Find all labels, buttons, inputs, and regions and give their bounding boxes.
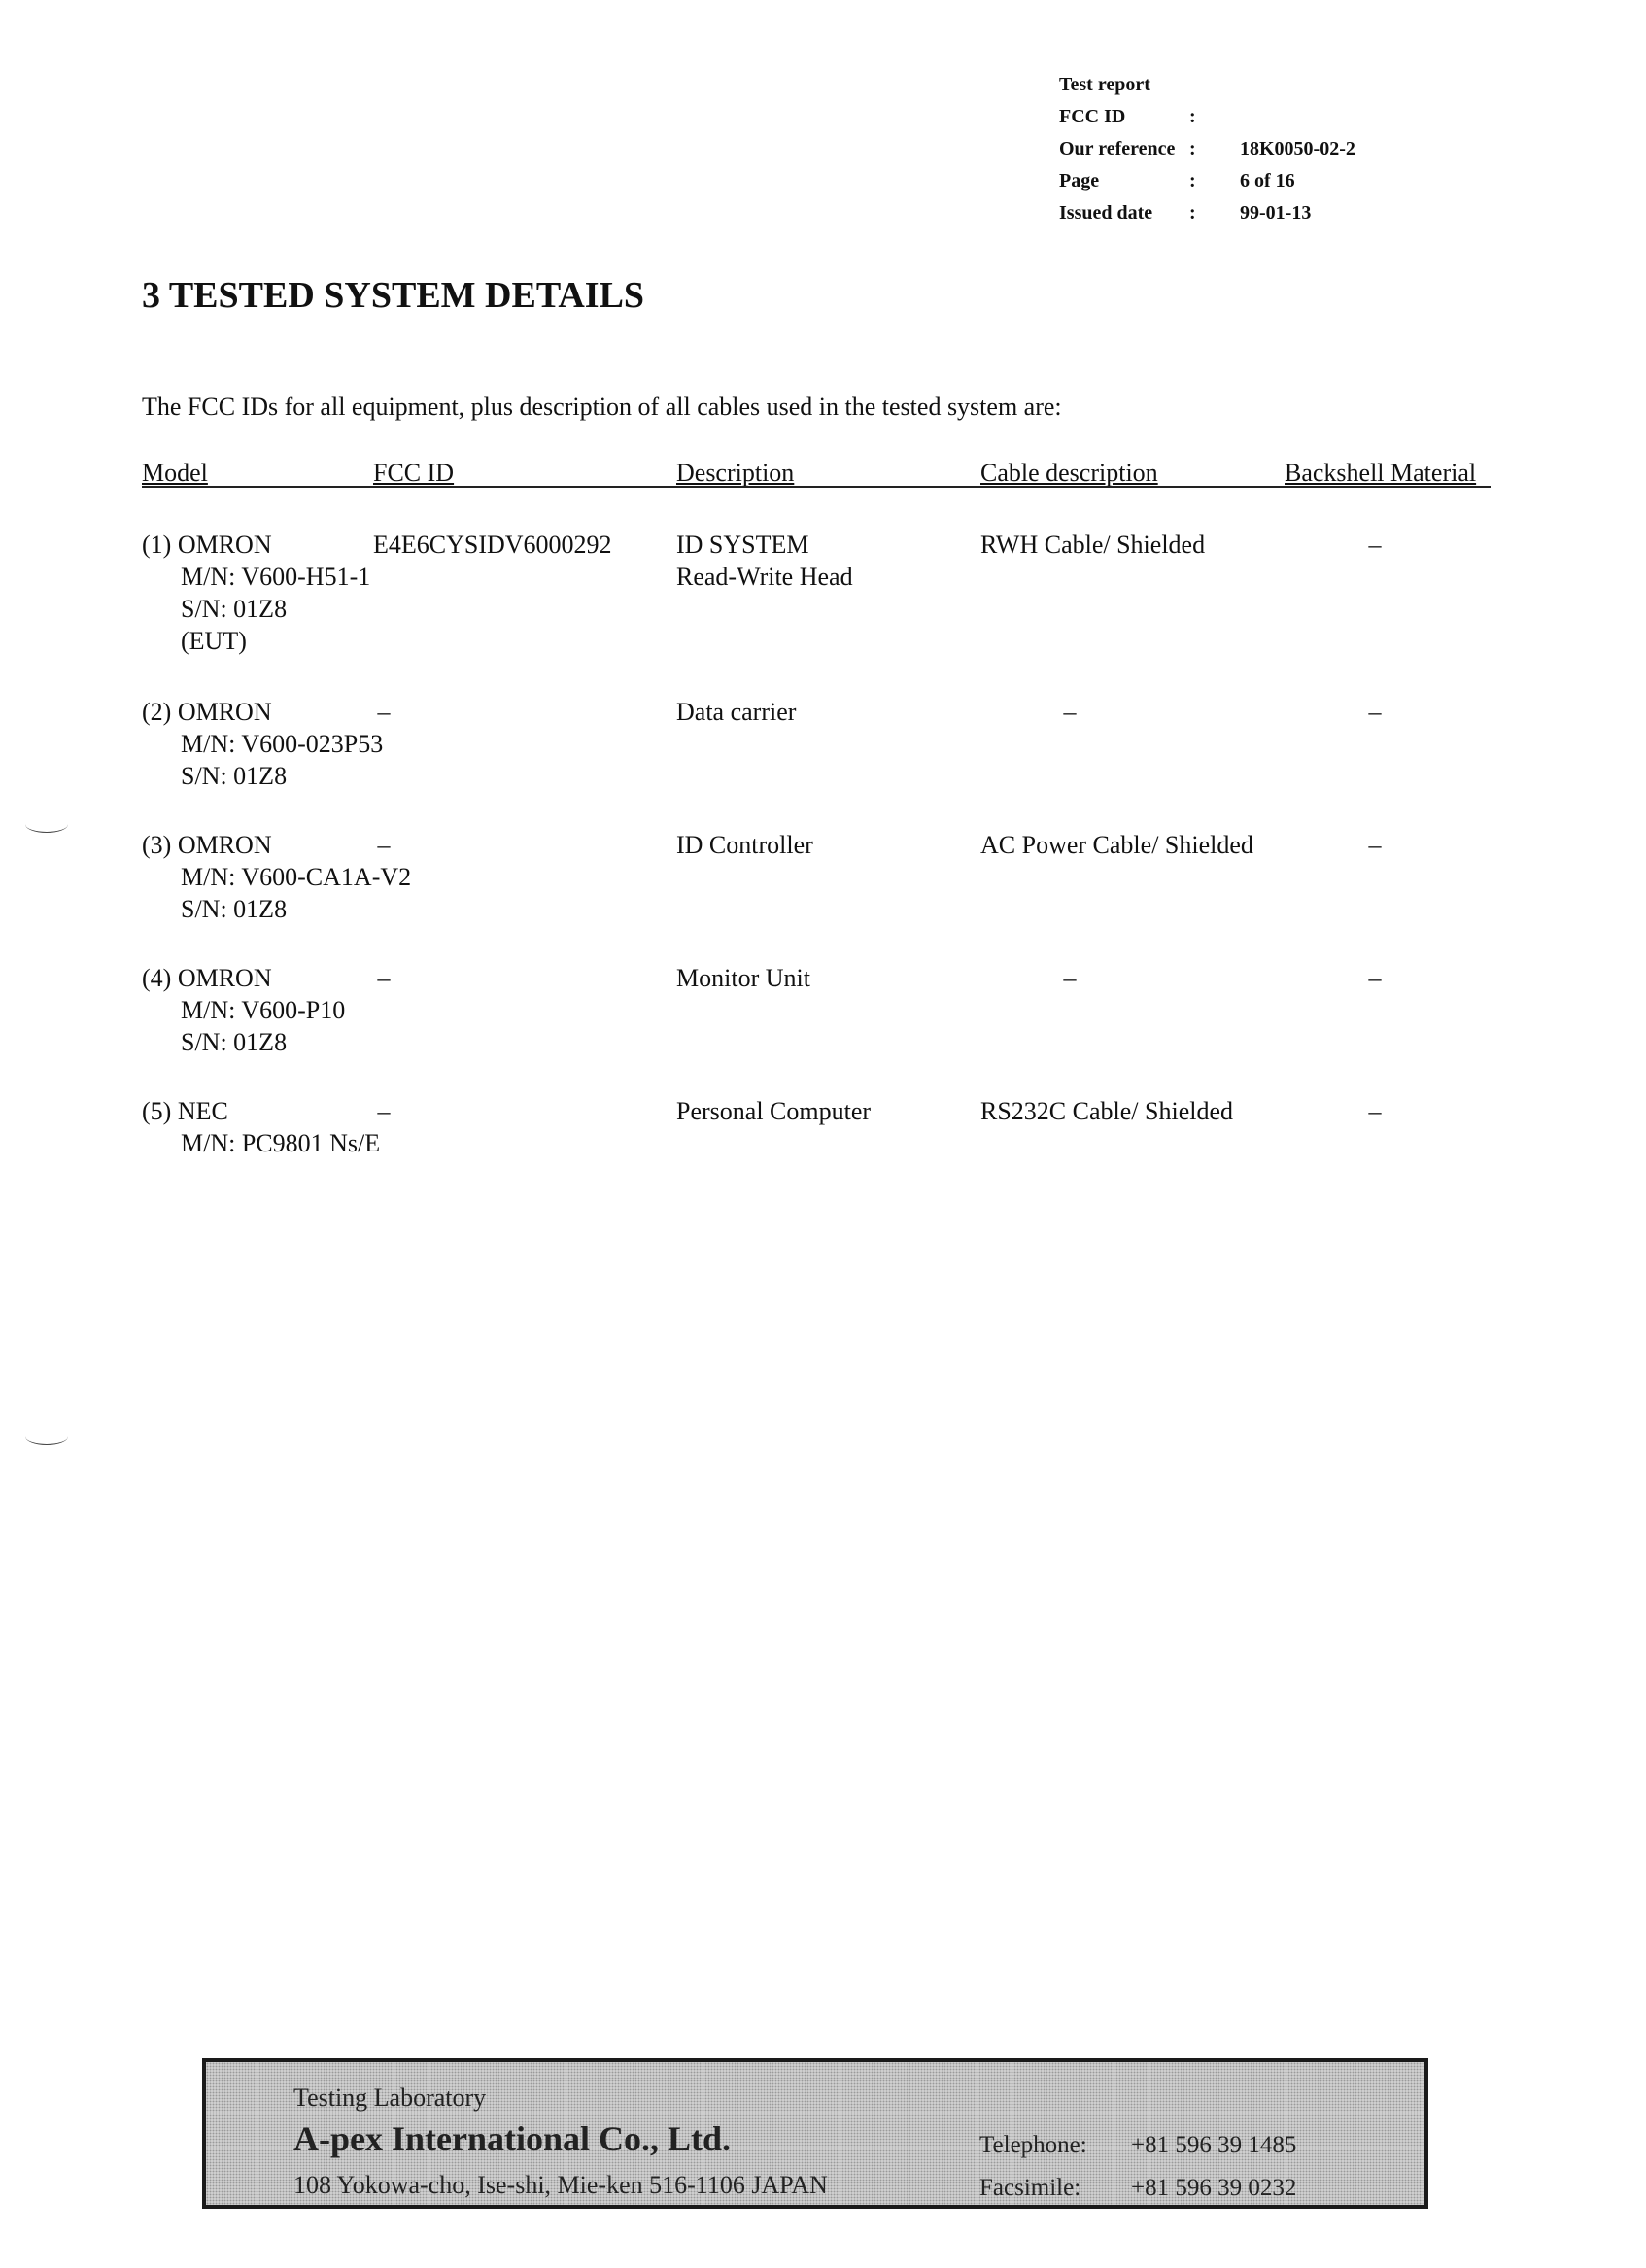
table-row-2-model [142, 696, 383, 792]
table-row-1-backshell: – [1368, 531, 1382, 559]
model-number: M/N: V600-023P53 [181, 730, 384, 758]
facsimile-label: Facsimile: [979, 2175, 1081, 2201]
header-colon: : [1189, 170, 1196, 191]
model-name: (5) NEC [142, 1097, 228, 1125]
table-row-2-description [676, 696, 796, 728]
table-row-5-cable: RS232C Cable/ Shielded [980, 1097, 1233, 1125]
punch-mark [25, 816, 68, 833]
model-name: (2) OMRON [142, 698, 272, 726]
table-row-3-backshell: – [1368, 831, 1382, 859]
table-row-3-fcc-id: – [377, 831, 391, 859]
laboratory-footer [202, 2058, 1428, 2209]
table-row-4-fcc-id: – [377, 964, 391, 992]
table-row-5-model [142, 1095, 380, 1159]
footer-address: 108 Yokowa-cho, Ise-shi, Mie-ken 516-1106 JAPAN [293, 2171, 828, 2199]
header-value: 6 of 16 [1240, 170, 1295, 191]
table-row-4-description [676, 962, 810, 994]
intro-text: The FCC IDs for all equipment, plus description of all cables used in the tested system are: [142, 393, 1062, 421]
table-row-4-backshell: – [1368, 964, 1382, 992]
serial-number: S/N: 01Z8 [181, 1028, 288, 1056]
model-number: M/N: V600-CA1A-V2 [181, 863, 412, 891]
column-header-model: Model [142, 459, 208, 487]
model-name: (3) OMRON [142, 831, 272, 859]
model-name: (4) OMRON [142, 964, 272, 992]
table-row-1-fcc-id: E4E6CYSIDV6000292 [373, 531, 612, 559]
header-label: Test report [1059, 74, 1150, 95]
table-row-2-fcc-id: – [377, 698, 391, 726]
table-row-3-cable: AC Power Cable/ Shielded [980, 831, 1253, 859]
table-row-1-model [142, 529, 370, 657]
description-line: ID SYSTEM [676, 531, 809, 559]
header-label: Page [1059, 170, 1100, 191]
description-line: Data carrier [676, 698, 797, 726]
table-row-3-description [676, 829, 813, 861]
footer-label: Testing Laboratory [293, 2083, 487, 2112]
serial-number: S/N: 01Z8 [181, 895, 288, 923]
table-row-5-fcc-id: – [377, 1097, 391, 1125]
serial-number: S/N: 01Z8 [181, 595, 288, 623]
header-value: 18K0050-02-2 [1240, 138, 1355, 159]
table-row-2-backshell: – [1368, 698, 1382, 726]
column-header-fcc-id: FCC ID [373, 459, 455, 487]
header-label: FCC ID [1059, 106, 1126, 127]
description-line: ID Controller [676, 831, 813, 859]
description-line: Read-Write Head [676, 563, 853, 591]
model-number: M/N: PC9801 Ns/E [181, 1129, 381, 1157]
punch-mark [25, 1428, 68, 1445]
telephone-number: +81 596 39 1485 [1131, 2132, 1297, 2158]
description-line: Monitor Unit [676, 964, 810, 992]
model-number: M/N: V600-P10 [181, 996, 346, 1024]
table-row-4-cable: – [1063, 964, 1077, 992]
footer-company: A-pex International Co., Ltd. [293, 2119, 732, 2158]
model-name: (1) OMRON [142, 531, 272, 559]
header-label: Our reference [1059, 138, 1176, 159]
eut-note: (EUT) [181, 627, 247, 655]
table-row-2-cable: – [1063, 698, 1077, 726]
header-value: 99-01-13 [1240, 202, 1312, 223]
table-row-1-description [676, 529, 853, 593]
column-header-description: Description [676, 459, 795, 487]
table-row-5-backshell: – [1368, 1097, 1382, 1125]
header-colon: : [1189, 106, 1196, 127]
column-header-backshell-material: Backshell Material [1285, 459, 1477, 487]
header-divider [142, 486, 1491, 488]
model-number: M/N: V600-H51-1 [181, 563, 371, 591]
description-line: Personal Computer [676, 1097, 872, 1125]
column-header-cable-description: Cable description [980, 459, 1158, 487]
telephone-label: Telephone: [979, 2132, 1087, 2158]
header-label: Issued date [1059, 202, 1153, 223]
serial-number: S/N: 01Z8 [181, 762, 288, 790]
facsimile-number: +81 596 39 0232 [1131, 2175, 1297, 2201]
header-colon: : [1189, 202, 1196, 223]
header-colon: : [1189, 138, 1196, 159]
table-row-5-description [676, 1095, 871, 1127]
section-title: 3 TESTED SYSTEM DETAILS [142, 275, 645, 316]
table-row-1-cable: RWH Cable/ Shielded [980, 531, 1206, 559]
table-row-4-model [142, 962, 345, 1058]
